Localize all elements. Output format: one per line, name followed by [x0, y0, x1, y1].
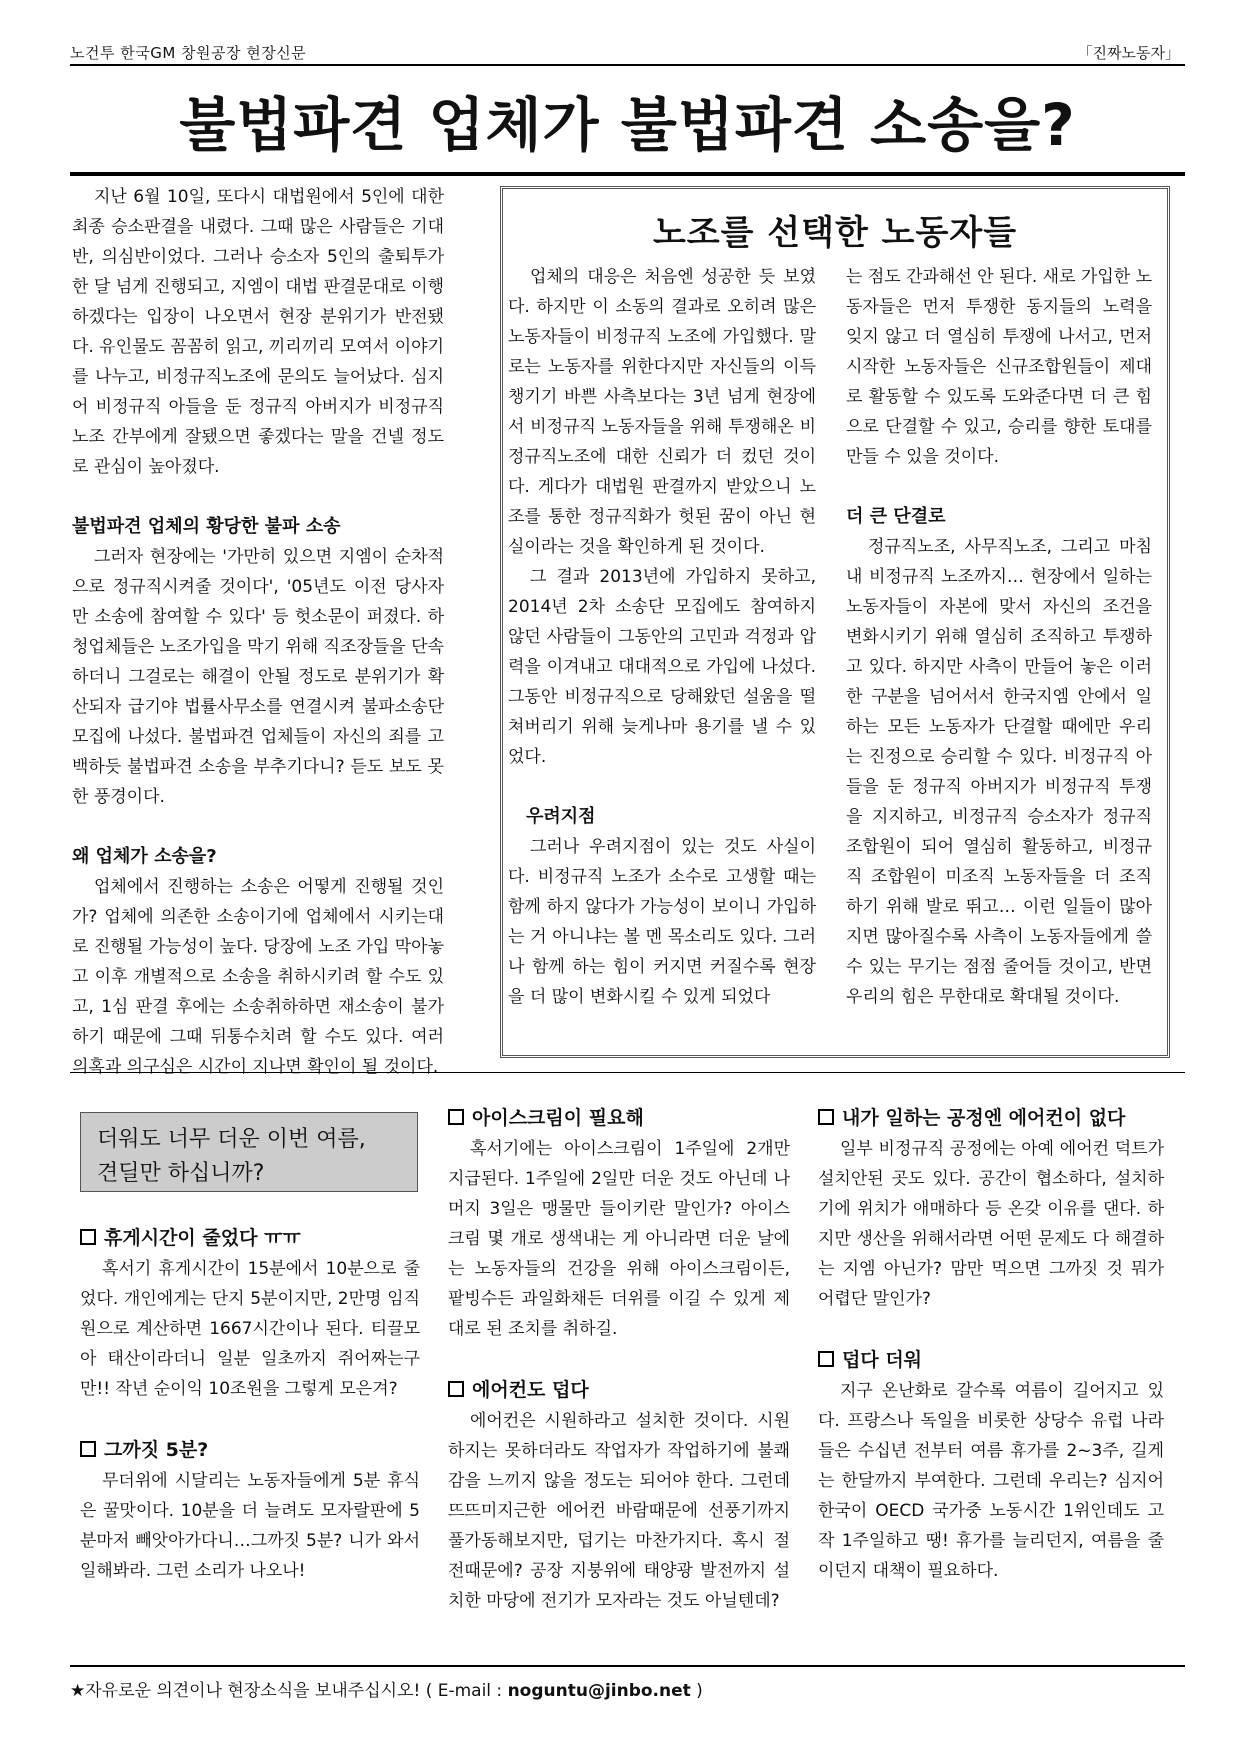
page-title: 불법파견 업체가 불법파견 소송을? [179, 91, 1076, 159]
article-paragraph: 그러나 우려지점이 있는 것도 사실이다. 비정규직 노조가 소수로 고생할 때는 함께 하지 않다가 가능성이 보이니 가입하는 거 아니냐는 볼 멘 목소리도 있다. 그러나 함께 하는 힘이 커지면 커질수록 현장을 더 많이 변화시킬 수 있게 되었다 [508, 837, 816, 1007]
summer-item-heading: 그까짓 5분? [80, 1434, 420, 1466]
article-subheading: 더 큰 단결로 [846, 506, 946, 527]
summer-title-line: 더워도 너무 더운 이번 여름, [97, 1127, 366, 1152]
square-bullet-icon [80, 1229, 96, 1245]
square-bullet-icon [80, 1441, 96, 1457]
article-paragraph: 그러자 현장에는 '가만히 있으면 지엠이 순차적으로 정규직시켜줄 것이다', '05년도 이전 당사자만 소송에 참여할 수 있다' 등 헛소문이 퍼졌다. 하청업체들은 노조가입을 막기 위해 직조장들을 단속하더니 그걸로는 해결이 안될 정도로 분위기가 확산되자 급기야 법률사무소를 연결시켜 불파소송단 모집에 나섰다. 불법파견 업체들이 자신의 죄를 고백하듯 불법파견 소송을 부추기다니? 듣도 보도 못한 풍경이다. [72, 547, 444, 807]
summer-column-2 [448, 1102, 790, 1616]
footer [70, 1676, 703, 1701]
square-bullet-icon [448, 1109, 464, 1125]
article-left-column [72, 182, 444, 1082]
newsletter-name: 노건투 한국GM 창원공장 현장신문 [70, 44, 307, 62]
article-paragraph: 정규직노조, 사무직노조, 그리고 마침내 비정규직 노조까지… 현장에서 일하는 노동자들이 자본에 맞서 자신의 조건을 변화시키기 위해 열심히 조직하고 투쟁하고 있다. 하지만 사측이 만들어 놓은 이러한 구분을 넘어서서 한국지엠 안에서 일하는 모든 노동자가 단결할 때에만 우리는 진정으로 승리할 수 있다. 비정규직 아들을 둔 정규직 아버지가 비정규직 투쟁을 지지하고, 비정규직 승소자가 정규직 조합원이 되어 열심히 활동하고, 비정규직 조합원이 미조직 노동자들을 더 조직하기 위해 발로 뛰고… 이런 일들이 많아지면 많아질수록 사측이 노동자들에게 쓸 수 있는 무기는 점점 줄어들 것이고, 반면 우리의 힘은 무한대로 확대될 것이다. [846, 537, 1153, 1007]
summer-item-heading: 에어컨도 덥다 [448, 1374, 790, 1406]
square-bullet-icon [448, 1381, 464, 1397]
article-paragraph: 업체에서 진행하는 소송은 어떻게 진행될 것인가? 업체에 의존한 소송이기에 업체에서 시키는대로 진행될 가능성이 높다. 당장에 노조 가입 막아놓고 이후 개별적으로 소송을 취하시키려 할 수도 있고, 1심 판결 후에는 소송취하하면 재소송이 불가하기 때문에 그때 뒤통수치려 할 수도 있다. 여러 의혹과 의구심은 시간이 지나면 확인이 될 것이다. [72, 877, 444, 1077]
header-rule [70, 64, 1185, 66]
square-bullet-icon [818, 1109, 834, 1125]
summer-item-text: 에어컨은 시원하라고 설치한 것이다. 시원하지는 못하더라도 작업자가 작업하기에 불쾌감을 느끼지 않을 정도는 되어야 한다. 그런데 뜨뜨미지근한 에어컨 바람때문에 선풍기까지 풀가동해보지만, 덥기는 마찬가지다. 혹시 절전때문에? 공장 지붕위에 태양광 발전까지 설치한 마당에 전기가 모자라는 것도 아닐텐데? [448, 1411, 790, 1611]
title-rule [70, 172, 1185, 176]
footer-close: ) [690, 1681, 703, 1701]
square-bullet-icon [818, 1351, 834, 1367]
summer-item-heading: 휴게시간이 줄었다 ㅠㅠ [80, 1222, 420, 1254]
footer-rule [70, 1665, 1185, 1667]
newsletter-title: 「진짜노동자」 [1077, 44, 1180, 62]
article-subheading: 불법파견 업체의 황당한 불파 소송 [72, 516, 341, 537]
summer-item-text: 무더위에 시달리는 노동자들에게 5분 휴식은 꿀맛이다. 10분을 더 늘려도 모자랄판에 5분마저 빼앗아가다니…그까짓 5분? 니가 와서 일해봐라. 그런 소리가 나오나! [80, 1471, 420, 1581]
summer-item-text: 혹서기 휴게시간이 15분에서 10분으로 줄었다. 개인에게는 단지 5분이지만, 2만명 임직원으로 계산하면 1667시간이나 된다. 티끌모아 태산이라더니 일분 일초까지 쥐어짜는구만!! 작년 순이익 10조원을 그렇게 모은겨? [80, 1259, 420, 1399]
section-rule [70, 1072, 1185, 1073]
summer-item-text: 일부 비정규직 공정에는 아예 에어컨 덕트가 설치안된 곳도 있다. 공간이 협소하다, 설치하기에 위치가 애매하다 등 온갖 이유를 댄다. 하지만 생산을 위해서라면 어떤 문제도 다 해결하는 지엠 아닌가? 맘만 먹으면 그까짓 것 뭐가 어렵단 말인가? [818, 1139, 1164, 1309]
article-paragraph: 지난 6월 10일, 또다시 대법원에서 5인에 대한 최종 승소판결을 내렸다. 그때 많은 사람들은 기대반, 의심반이었다. 그러나 승소자 5인의 출퇴투가 한 달 넘게 진행되고, 지엠이 대법 판결문대로 이행하겠다는 입장이 나오면서 현장 분위기가 반전됐다. 유인물도 꼼꼼히 읽고, 끼리끼리 모여서 이야기를 나누고, 비정규직노조에 문의도 늘어났다. 심지어 비정규직 아들을 둔 정규직 아버지가 비정규직노조 간부에게 잘됐으면 좋겠다는 말을 건넬 정도로 관심이 높아졌다. [72, 187, 444, 477]
summer-column-3 [818, 1102, 1164, 1586]
summer-title-line: 견딜만 하십니까? [97, 1161, 265, 1186]
summer-item-heading: 덥다 더워 [818, 1344, 1164, 1376]
footer-email[interactable]: noguntu@jinbo.net [507, 1681, 691, 1701]
article-subheading: 왜 업체가 소송을? [72, 846, 217, 867]
boxed-article-title: 노조를 선택한 노동자들 [652, 213, 1018, 253]
article-paragraph: 그 결과 2013년에 가입하지 못하고, 2014년 2차 소송단 모집에도 참여하지 않던 사람들이 그동안의 고민과 걱정과 압력을 이겨내고 대대적으로 가입에 나섰다. 그동안 비정규직으로 당해왔던 설움을 떨쳐버리기 위해 늦게나마 용기를 낼 수 있었다. [508, 567, 816, 767]
article-paragraph: 업체의 대응은 처음엔 성공한 듯 보였다. 하지만 이 소동의 결과로 오히려 많은 노동자들이 비정규직 노조에 가입했다. 말로는 노동자를 위한다지만 자신들의 이득 챙기기 바쁜 사측보다는 3년 넘게 현장에서 비정규직 노동자들을 위해 투쟁해온 비정규직노조에 대한 신뢰가 더 컸던 것이다. 게다가 대법원 판결까지 받았으니 노조를 통한 정규직화가 헛된 꿈이 아닌 현실이라는 것을 확인하게 된 것이다. [508, 267, 816, 557]
summer-item-text: 지구 온난화로 갈수록 여름이 길어지고 있다. 프랑스나 독일을 비롯한 상당수 유럽 나라들은 수십년 전부터 여름 휴가를 2~3주, 길게는 한달까지 부여한다. 그런데 우리는? 심지어 한국이 OECD 국가중 노동시간 1위인데도 고작 1주일하고 땡! 휴가를 늘리던지, 여름을 줄이던지 대책이 필요하다. [818, 1381, 1164, 1581]
article-subheading: 우려지점 [526, 806, 596, 827]
boxed-article-left-column [508, 262, 816, 1012]
article-paragraph: 는 점도 간과해선 안 된다. 새로 가입한 노동자들은 먼저 투쟁한 동지들의 노력을 잊지 않고 더 열심히 투쟁에 나서고, 먼저 시작한 노동자들은 신규조합원들이 제대로 활동할 수 있도록 도와준다면 더 큰 힘으로 단결할 수 있고, 승리를 향한 토대를 만들 수 있을 것이다. [846, 267, 1152, 467]
summer-title-box [80, 1112, 418, 1192]
boxed-article-right-column [846, 262, 1152, 1012]
summer-item-heading: 아이스크림이 필요해 [448, 1102, 790, 1134]
summer-column-1 [80, 1222, 420, 1586]
summer-item-heading: 내가 일하는 공정엔 에어컨이 없다 [818, 1102, 1164, 1134]
footer-text: ★자유로운 의견이나 현장소식을 보내주십시오! ( E-mail : [70, 1681, 508, 1701]
summer-item-text: 혹서기에는 아이스크림이 1주일에 2개만 지급된다. 1주일에 2일만 더운 것도 아닌데 나머지 3일은 맹물만 들이키란 말인가? 아이스크림 몇 개로 생색내는 게 아니라면 더운 날에는 노동자들의 건강을 위해 아이스크림이든, 팥빙수든 과일화채든 더위를 이길 수 있게 제대로 된 조치를 취하길. [448, 1139, 790, 1339]
